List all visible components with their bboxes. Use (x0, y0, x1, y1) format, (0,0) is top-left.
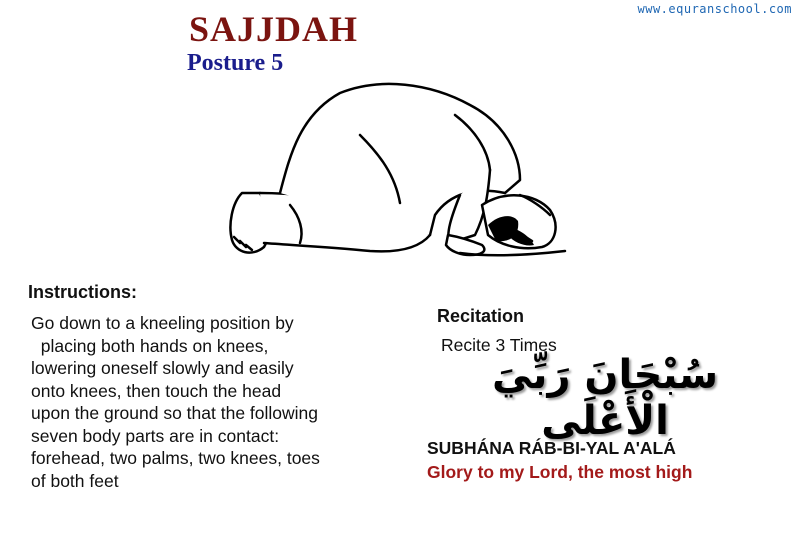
instructions-line: of both feet (31, 470, 119, 491)
page-title: SAJJDAH (189, 9, 359, 49)
instructions-line: placing both hands on knees, (31, 335, 269, 356)
instructions-line: lowering oneself slowly and easily (31, 358, 294, 378)
recitation-heading: Recitation (437, 306, 525, 326)
sajdah-posture-illustration (220, 75, 570, 265)
instructions-line: upon the ground so that the following (31, 403, 319, 423)
transliteration: SUBHÁNA RÁB-BI-YAL A'ALÁ (427, 438, 676, 458)
recitation-count: Recite 3 Times (441, 335, 557, 355)
posture-subtitle: Posture 5 (187, 50, 284, 76)
instructions-line: Go down to a kneeling position by (31, 313, 294, 333)
instructions-line: seven body parts are in contact: (31, 425, 280, 446)
translation: Glory to my Lord, the most high (427, 462, 693, 482)
instructions-line: forehead, two palms, two knees, toes (31, 448, 320, 468)
instructions-heading: Instructions: (28, 282, 138, 302)
instructions-line: onto knees, then touch the head (31, 380, 282, 401)
instructions-text (31, 312, 391, 492)
arabic-recitation: سُبْحَانَ رَبِّيَ الْأَعْلَى (491, 352, 719, 444)
site-url-link[interactable]: www.equranschool.com (637, 2, 792, 16)
